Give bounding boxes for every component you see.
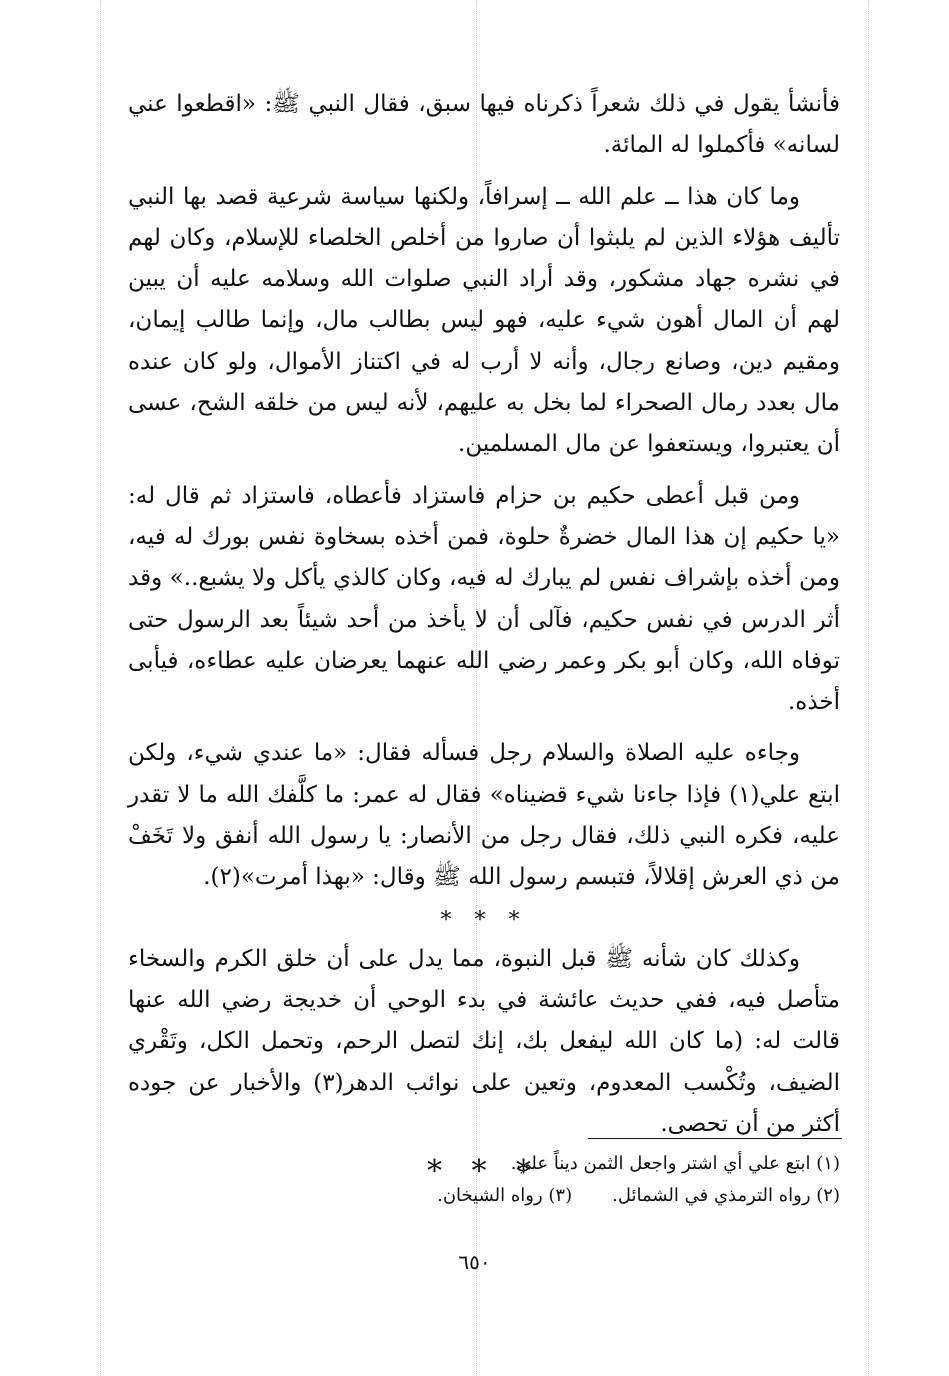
footnote-2: (٢) رواه الترمذي في الشمائل. — [612, 1185, 840, 1206]
footnote-3: (٣) رواه الشيخان. — [437, 1185, 573, 1206]
paragraph-1: فأنشأ يقول في ذلك شعراً ذكرناه فيها سبق، فقال النبي ﷺ: «اقطعوا عني لسانه» فأكملوا له المائة. — [128, 91, 840, 159]
section-separator-large: * * * — [426, 1154, 542, 1190]
paragraph-2: وما كان هذا ــ علم الله ــ إسرافاً، ولكنها سياسة شرعية قصد بها النبي تأليف هؤلاء الذين لم يلبثوا أن صاروا من أخلص الخلصاء للإسلام، وكان لهم في نشره جهاد مشكور، وقد أراد النبي صلوات الله وسلامه عليه أن يبين لهم أن المال أهون شيء عليه، فهو ليس بطالب مال، وإنما طالب إيمان، ومقيم دين، وصانع رجال، وأنه لا أرب له في اكتناز الأموال، ولو كان عنده مال بعدد رمال الصحراء لما بخل به عليهم، لأنه ليس من خلقه الشح، عسى أن يعتبروا، ويستعفوا عن مال المسلمين. — [128, 183, 840, 458]
scan-guide-line — [100, 0, 101, 1376]
footnotes — [128, 1148, 840, 1212]
main-text — [128, 84, 840, 1195]
page-number: ٦٥٠ — [458, 1250, 491, 1274]
paragraph-5: وكذلك كان شأنه ﷺ قبل النبوة، مما يدل على أن خلق الكرم والسخاء متأصل فيه، ففي حديث عائشة في بدء الوحي أن خديجة رضي الله عنها قالت له: (ما كان الله ليفعل بك، إنك لتصل الرحم، وتحمل الكل، وتَقْري الضيف، وتُكْسب المعدوم، وتعين على نوائب الدهر(٣) والأخبار عن جوده أكثر من أن تحصى. — [128, 945, 841, 1137]
section-separator: * * * — [440, 907, 528, 933]
scan-guide-line — [868, 0, 869, 1376]
footnote-rule — [588, 1138, 842, 1139]
footnote-1: (١) ابتع علي أي اشتر واجعل الثمن ديناً علي. — [510, 1153, 840, 1174]
paragraph-4: وجاءه عليه الصلاة والسلام رجل فسأله فقال: «ما عندي شيء، ولكن ابتع علي(١) فإذا جاءنا شيء قضيناه» فقال له عمر: ما كلَّفك الله ما لا تقدر عليه، فكره النبي ذلك، فقال رجل من الأنصار: يا رسول الله أنفق ولا تَخَفْ من ذي العرش إقلالاً، فتبسم رسول الله ﷺ وقال: «بهذا أمرت»(٢). — [128, 740, 840, 891]
paragraph-3: ومن قبل أعطى حكيم بن حزام فاستزاد فأعطاه، فاستزاد ثم قال له: «يا حكيم إن هذا المال خضرةٌ حلوة، فمن أخذه بسخاوة نفس بورك له فيه، ومن أخذه بإشراف نفس لم يبارك له فيه، وكان كالذي يأكل ولا يشبع..» وقد أثر الدرس في نفس حكيم، فآلى أن لا يأخذ من أحد شيئاً بعد الرسول حتى توفاه الله، وكان أبو بكر وعمر رضي الله عنهما يعرضان عليه عطاءه، فيأبى أخذه. — [128, 482, 840, 716]
footnote-row-2 — [128, 1180, 840, 1212]
